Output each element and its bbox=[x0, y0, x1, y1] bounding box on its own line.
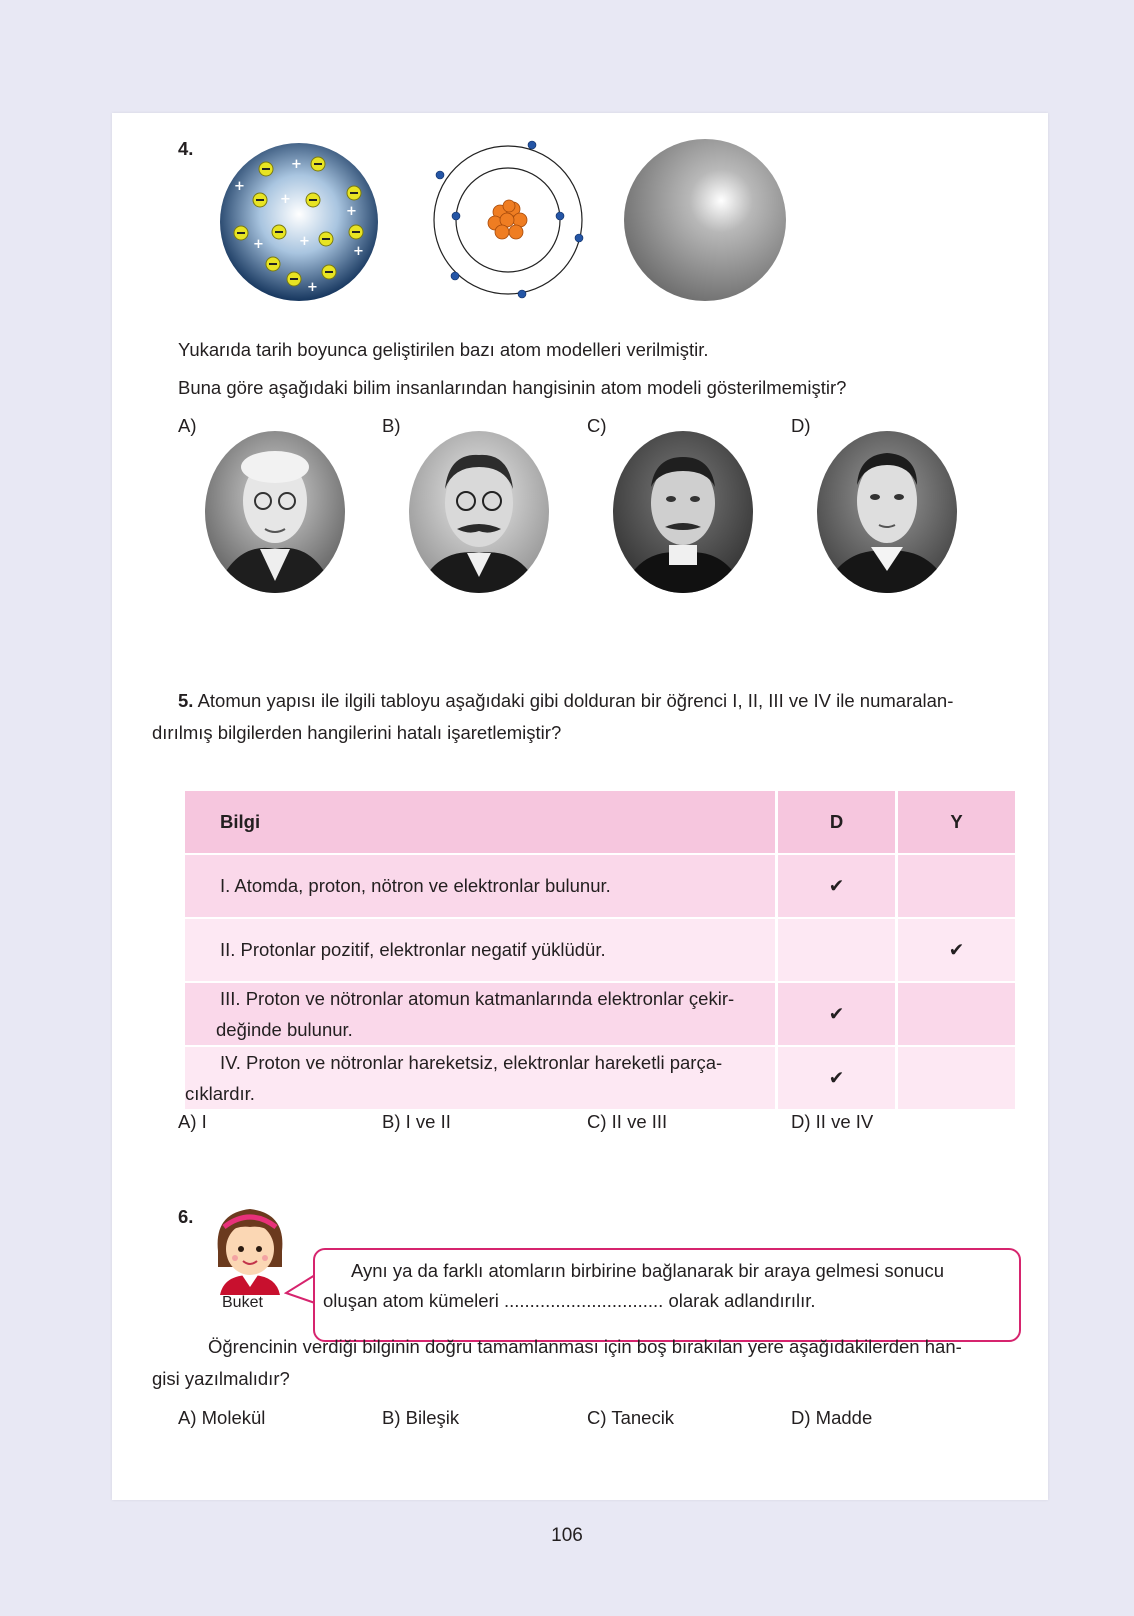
question-5-number: 5. bbox=[178, 690, 194, 711]
question-5-text: Atomun yapısı ile ilgili tabloyu aşağıdaki gibi dolduran bir öğrenci I, II, III ve IV ile numaralan- bbox=[197, 690, 954, 711]
knowledge-check-table bbox=[182, 789, 1018, 1111]
q5-option-b[interactable]: B) I ve II bbox=[382, 1111, 451, 1132]
svg-text:+: + bbox=[346, 204, 357, 219]
q4-option-d-label[interactable]: D) bbox=[791, 415, 811, 436]
svg-text:+: + bbox=[353, 244, 364, 259]
question-5-text-line1 bbox=[178, 685, 1018, 717]
row-1-statement: I. Atomda, proton, nötron ve elektronlar bulunur. bbox=[185, 855, 775, 917]
question-6-text-line2: gisi yazılmalıdır? bbox=[152, 1368, 290, 1389]
svg-text:+: + bbox=[280, 192, 291, 207]
header-d: D bbox=[778, 791, 895, 853]
dalton-atom-model-illustration bbox=[623, 138, 787, 302]
question-4-prompt: Buna göre aşağıdaki bilim insanlarından hangisinin atom modeli gösterilmemiştir? bbox=[178, 377, 847, 398]
question-6-text-line1: Öğrencinin verdiği bilginin doğru tamamlanması için boş bırakılan yere aşağıdakilerden han- bbox=[208, 1336, 962, 1357]
row-2-d-check[interactable] bbox=[778, 919, 895, 981]
table-row bbox=[185, 983, 1015, 1045]
speech-bubble bbox=[313, 1248, 1021, 1342]
row-3-statement bbox=[185, 983, 775, 1045]
row-4-d-check[interactable]: ✔ bbox=[778, 1047, 895, 1109]
q5-option-c[interactable]: C) II ve III bbox=[587, 1111, 668, 1132]
q5-option-d[interactable]: D) II ve IV bbox=[791, 1111, 874, 1132]
portrait-b-thomson[interactable] bbox=[409, 431, 549, 593]
buket-character-illustration bbox=[210, 1203, 290, 1295]
bubble-text-line1: Aynı ya da farklı atomların birbirine bağlanarak bir araya gelmesi sonucu bbox=[351, 1260, 944, 1281]
svg-text:+: + bbox=[253, 237, 264, 252]
q6-option-d[interactable]: D) Madde bbox=[791, 1407, 873, 1428]
row-1-d-check[interactable]: ✔ bbox=[778, 855, 895, 917]
header-y: Y bbox=[898, 791, 1015, 853]
table-row bbox=[185, 919, 1015, 981]
page-number: 106 bbox=[551, 1525, 583, 1546]
svg-text:+: + bbox=[299, 234, 310, 249]
row-3-line-1: III. Proton ve nötronlar atomun katmanlarında elektronlar çekir- bbox=[220, 988, 735, 1009]
row-2-y-check[interactable]: ✔ bbox=[898, 919, 1015, 981]
question-4-intro: Yukarıda tarih boyunca geliştirilen bazı atom modelleri verilmiştir. bbox=[178, 339, 709, 360]
header-bilgi: Bilgi bbox=[185, 791, 775, 853]
svg-text:+: + bbox=[291, 157, 302, 172]
q6-option-a[interactable]: A) Molekül bbox=[178, 1407, 266, 1428]
thomson-atom-model-illustration bbox=[219, 142, 379, 302]
row-4-line-2: cıklardır. bbox=[185, 1083, 255, 1104]
portrait-d-bohr[interactable] bbox=[817, 431, 957, 593]
row-4-y-check[interactable] bbox=[898, 1047, 1015, 1109]
portrait-a-dalton[interactable] bbox=[205, 431, 345, 593]
row-1-y-check[interactable] bbox=[898, 855, 1015, 917]
q4-option-a-label[interactable]: A) bbox=[178, 415, 197, 436]
table-row bbox=[185, 1047, 1015, 1109]
row-3-line-2: değinde bulunur. bbox=[216, 1019, 353, 1040]
bohr-atom-model-illustration bbox=[425, 140, 591, 300]
svg-text:+: + bbox=[234, 179, 245, 194]
row-2-statement: II. Protonlar pozitif, elektronlar negatif yüklüdür. bbox=[185, 919, 775, 981]
row-3-y-check[interactable] bbox=[898, 983, 1015, 1045]
q6-option-b[interactable]: B) Bileşik bbox=[382, 1407, 460, 1428]
row-4-statement bbox=[185, 1047, 775, 1109]
svg-text:+: + bbox=[307, 280, 318, 295]
question-5-text-line2: dırılmış bilgilerden hangilerini hatalı işaretlemiştir? bbox=[152, 722, 562, 743]
table-row bbox=[185, 855, 1015, 917]
question-4-number: 4. bbox=[178, 138, 194, 159]
bubble-text-line2: oluşan atom kümeleri ............................... olarak adlandırılır. bbox=[323, 1290, 816, 1311]
q5-option-a[interactable]: A) I bbox=[178, 1111, 207, 1132]
question-6-number: 6. bbox=[178, 1206, 194, 1227]
q4-option-c-label[interactable]: C) bbox=[587, 415, 607, 436]
row-4-line-1: IV. Proton ve nötronlar hareketsiz, elektronlar hareketli parça- bbox=[220, 1052, 723, 1073]
character-name-label: Buket bbox=[222, 1294, 263, 1311]
worksheet-page bbox=[112, 113, 1048, 1500]
table-header-row bbox=[185, 791, 1015, 853]
portrait-c-rutherford[interactable] bbox=[613, 431, 753, 593]
q6-option-c[interactable]: C) Tanecik bbox=[587, 1407, 675, 1428]
row-3-d-check[interactable]: ✔ bbox=[778, 983, 895, 1045]
q4-option-b-label[interactable]: B) bbox=[382, 415, 401, 436]
